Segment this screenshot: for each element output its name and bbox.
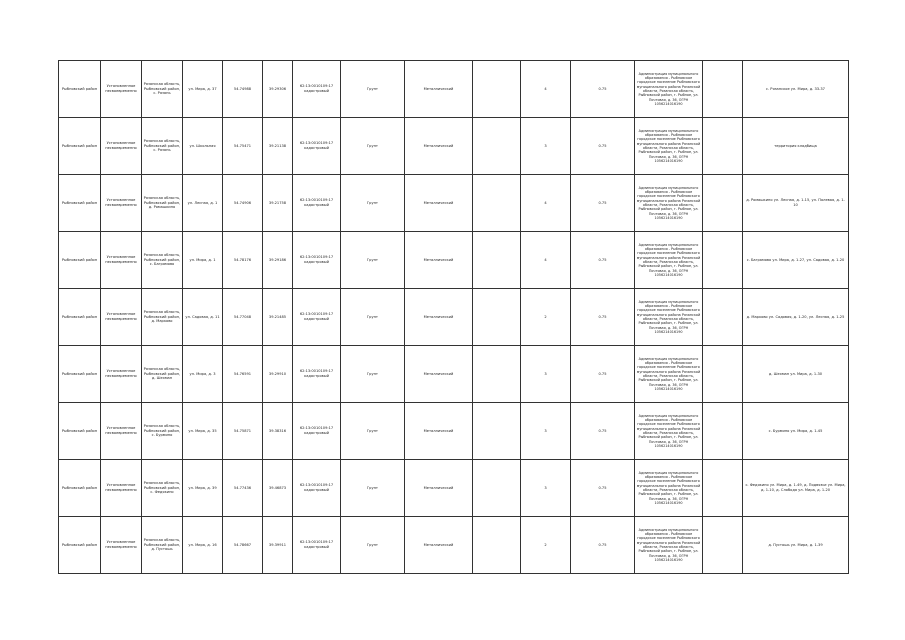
table-row (59, 289, 849, 346)
cell-longitude: 39.29306 (263, 61, 293, 118)
cell-address: Рязанская область, Рыбновский район, с. Баграмово (142, 232, 183, 289)
cell-longitude: 39.29186 (263, 232, 293, 289)
cell-material: Металлический (405, 61, 473, 118)
cell-material: Металлический (405, 175, 473, 232)
cell-count: 3 (521, 403, 571, 460)
cell-empty (703, 232, 743, 289)
cell-longitude: 39.21758 (263, 175, 293, 232)
cell-surface: Грунт (341, 403, 405, 460)
cell-latitude: 54.74906 (223, 175, 263, 232)
cell-count: 3 (521, 460, 571, 517)
cell-district: Рыбновский район (59, 175, 101, 232)
cell-sources: с. Рязанское ул. Мира, д. 33-37 (743, 61, 849, 118)
cell-empty (473, 460, 521, 517)
register-table (58, 60, 849, 574)
cell-district: Рыбновский район (59, 517, 101, 574)
cell-organization: Установленное несвоевременно (101, 460, 142, 517)
cell-empty (473, 289, 521, 346)
cell-organization: Установленное несвоевременно (101, 61, 142, 118)
cell-street: ул. Мира, д. 1 (183, 232, 223, 289)
cell-street: ул. Мира, д. 3 (183, 346, 223, 403)
cell-cadastral: 62:13:0010109:17 кадастровый (293, 346, 341, 403)
cell-empty (473, 346, 521, 403)
cell-longitude: 39.21485 (263, 289, 293, 346)
cell-surface: Грунт (341, 175, 405, 232)
cell-empty (703, 403, 743, 460)
cell-latitude: 54.75471 (223, 118, 263, 175)
cell-cadastral: 62:13:0010109:17 кадастровый (293, 403, 341, 460)
cell-count: 3 (521, 346, 571, 403)
cell-volume: 0.75 (571, 118, 635, 175)
cell-material: Металлический (405, 232, 473, 289)
cell-material: Металлический (405, 517, 473, 574)
cell-street: ул. Мира, д. 37 (183, 61, 223, 118)
cell-organization: Установленное несвоевременно (101, 232, 142, 289)
cell-longitude: 39.46873 (263, 460, 293, 517)
cell-volume: 0.75 (571, 61, 635, 118)
cell-address: Рязанская область, Рыбновский район, с. Рязань (142, 118, 183, 175)
cell-organization: Установленное несвоевременно (101, 289, 142, 346)
cell-owner: Администрация муниципального образования - Рыбновское городское поселение Рыбновского муниципального района Рязанской области, Рязанская область, Рыбновский район, г. Рыбное, ул. Почтовая, д. 36, ОГРН 1056214016190 (635, 517, 703, 574)
cell-material: Металлический (405, 403, 473, 460)
cell-street: ул. Мира, д. 35 (183, 403, 223, 460)
cell-surface: Грунт (341, 517, 405, 574)
cell-surface: Грунт (341, 346, 405, 403)
table-row (59, 232, 849, 289)
cell-empty (703, 460, 743, 517)
cell-empty (703, 346, 743, 403)
cell-sources: с. Баграмово ул. Мира, д. 1-27, ул. Садовая, д. 1-20 (743, 232, 849, 289)
cell-latitude: 54.77436 (223, 460, 263, 517)
cell-sources: д. Ромашкино ул. Лесная, д. 1-15, ул. Полевая, д. 1-10 (743, 175, 849, 232)
cell-street: ул. Лесная, д. 1 (183, 175, 223, 232)
cell-volume: 0.75 (571, 346, 635, 403)
cell-sources: д. Пустошь ул. Мира, д. 1-39 (743, 517, 849, 574)
cell-organization: Установленное несвоевременно (101, 118, 142, 175)
cell-surface: Грунт (341, 460, 405, 517)
cell-sources: д. Шехман ул. Мира, д. 1-30 (743, 346, 849, 403)
cell-sources: с. Бурмино ул. Мира, д. 1-45 (743, 403, 849, 460)
cell-owner: Администрация муниципального образования - Рыбновское городское поселение Рыбновского муниципального района Рязанской области, Рязанская область, Рыбновский район, г. Рыбное, ул. Почтовая, д. 36, ОГРН 1056214016190 (635, 175, 703, 232)
cell-district: Рыбновский район (59, 289, 101, 346)
table-row (59, 403, 849, 460)
cell-empty (473, 403, 521, 460)
cell-empty (703, 118, 743, 175)
document-page (58, 60, 848, 570)
cell-latitude: 54.76591 (223, 346, 263, 403)
cell-volume: 0.75 (571, 460, 635, 517)
cell-empty (703, 517, 743, 574)
cell-count: 2 (521, 517, 571, 574)
cell-count: 4 (521, 61, 571, 118)
cell-cadastral: 62:13:0010109:17 кадастровый (293, 232, 341, 289)
cell-count: 3 (521, 118, 571, 175)
cell-surface: Грунт (341, 289, 405, 346)
cell-address: Рязанская область, Рыбновский район, д. Ромашкино (142, 175, 183, 232)
cell-district: Рыбновский район (59, 403, 101, 460)
cell-longitude: 39.29910 (263, 346, 293, 403)
cell-owner: Администрация муниципального образования - Рыбновское городское поселение Рыбновского муниципального района Рязанской области, Рязанская область, Рыбновский район, г. Рыбное, ул. Почтовая, д. 36, ОГРН 1056214016190 (635, 61, 703, 118)
cell-volume: 0.75 (571, 517, 635, 574)
cell-address: Рязанская область, Рыбновский район, с. Бурмино (142, 403, 183, 460)
cell-longitude: 39.39911 (263, 517, 293, 574)
table-row (59, 61, 849, 118)
table-row (59, 175, 849, 232)
cell-material: Металлический (405, 346, 473, 403)
cell-count: 2 (521, 289, 571, 346)
cell-organization: Установленное несвоевременно (101, 175, 142, 232)
cell-longitude: 39.21138 (263, 118, 293, 175)
cell-cadastral: 62:13:0010109:17 кадастровый (293, 175, 341, 232)
cell-cadastral: 62:13:0010109:17 кадастровый (293, 118, 341, 175)
cell-volume: 0.75 (571, 289, 635, 346)
table-row (59, 118, 849, 175)
cell-district: Рыбновский район (59, 232, 101, 289)
cell-owner: Администрация муниципального образования - Рыбновское городское поселение Рыбновского муниципального района Рязанской области, Рязанская область, Рыбновский район, г. Рыбное, ул. Почтовая, д. 36, ОГРН 1056214016190 (635, 118, 703, 175)
cell-street: ул. Мира, д. 16 (183, 517, 223, 574)
cell-organization: Установленное несвоевременно (101, 403, 142, 460)
cell-district: Рыбновский район (59, 61, 101, 118)
cell-district: Рыбновский район (59, 118, 101, 175)
cell-surface: Грунт (341, 232, 405, 289)
cell-address: Рязанская область, Рыбновский район, с. Рязань (142, 61, 183, 118)
cell-district: Рыбновский район (59, 346, 101, 403)
cell-street: ул. Мира, д. 39 (183, 460, 223, 517)
cell-empty (703, 289, 743, 346)
cell-material: Металлический (405, 118, 473, 175)
cell-district: Рыбновский район (59, 460, 101, 517)
cell-volume: 0.75 (571, 175, 635, 232)
cell-empty (703, 175, 743, 232)
cell-address: Рязанская область, Рыбновский район, д. Марково (142, 289, 183, 346)
cell-cadastral: 62:13:0010109:17 кадастровый (293, 460, 341, 517)
cell-owner: Администрация муниципального образования - Рыбновское городское поселение Рыбновского муниципального района Рязанской области, Рязанская область, Рыбновский район, г. Рыбное, ул. Почтовая, д. 36, ОГРН 1056214016190 (635, 346, 703, 403)
cell-street: ул. Школьная (183, 118, 223, 175)
cell-volume: 0.75 (571, 232, 635, 289)
cell-empty (473, 118, 521, 175)
cell-surface: Грунт (341, 61, 405, 118)
table-row (59, 517, 849, 574)
cell-count: 4 (521, 175, 571, 232)
cell-cadastral: 62:13:0010109:17 кадастровый (293, 61, 341, 118)
table-row (59, 460, 849, 517)
cell-latitude: 54.77048 (223, 289, 263, 346)
cell-owner: Администрация муниципального образования - Рыбновское городское поселение Рыбновского муниципального района Рязанской области, Рязанская область, Рыбновский район, г. Рыбное, ул. Почтовая, д. 36, ОГРН 1056214016190 (635, 460, 703, 517)
cell-owner: Администрация муниципального образования - Рыбновское городское поселение Рыбновского муниципального района Рязанской области, Рязанская область, Рыбновский район, г. Рыбное, ул. Почтовая, д. 36, ОГРН 1056214016190 (635, 403, 703, 460)
cell-material: Металлический (405, 289, 473, 346)
cell-cadastral: 62:13:0010109:17 кадастровый (293, 517, 341, 574)
cell-empty (473, 61, 521, 118)
cell-latitude: 54.78667 (223, 517, 263, 574)
cell-count: 4 (521, 232, 571, 289)
cell-empty (473, 517, 521, 574)
cell-sources: с. Федякино ул. Мира, д. 1-49, д. Подвязье ул. Мира, д. 1-10, д. Слобода ул. Мира, д. 1-20 (743, 460, 849, 517)
cell-empty (703, 61, 743, 118)
cell-address: Рязанская область, Рыбновский район, д. Пустошь (142, 517, 183, 574)
cell-organization: Установленное несвоевременно (101, 517, 142, 574)
cell-empty (473, 175, 521, 232)
cell-latitude: 54.75871 (223, 403, 263, 460)
cell-longitude: 39.38316 (263, 403, 293, 460)
cell-owner: Администрация муниципального образования - Рыбновское городское поселение Рыбновского муниципального района Рязанской области, Рязанская область, Рыбновский район, г. Рыбное, ул. Почтовая, д. 36, ОГРН 1056214016190 (635, 289, 703, 346)
cell-street: ул. Садовая, д. 11 (183, 289, 223, 346)
cell-address: Рязанская область, Рыбновский район, с. Федякино (142, 460, 183, 517)
cell-address: Рязанская область, Рыбновский район, д. Шехман (142, 346, 183, 403)
table-row (59, 346, 849, 403)
cell-sources: территория кладбища (743, 118, 849, 175)
cell-sources: д. Марково ул. Садовая, д. 1-20, ул. Лесная, д. 1-25 (743, 289, 849, 346)
cell-owner: Администрация муниципального образования - Рыбновское городское поселение Рыбновского муниципального района Рязанской области, Рязанская область, Рыбновский район, г. Рыбное, ул. Почтовая, д. 36, ОГРН 1056214016190 (635, 232, 703, 289)
cell-organization: Установленное несвоевременно (101, 346, 142, 403)
cell-surface: Грунт (341, 118, 405, 175)
cell-latitude: 54.78176 (223, 232, 263, 289)
cell-empty (473, 232, 521, 289)
cell-volume: 0.75 (571, 403, 635, 460)
cell-material: Металлический (405, 460, 473, 517)
cell-latitude: 54.74988 (223, 61, 263, 118)
cell-cadastral: 62:13:0010109:17 кадастровый (293, 289, 341, 346)
